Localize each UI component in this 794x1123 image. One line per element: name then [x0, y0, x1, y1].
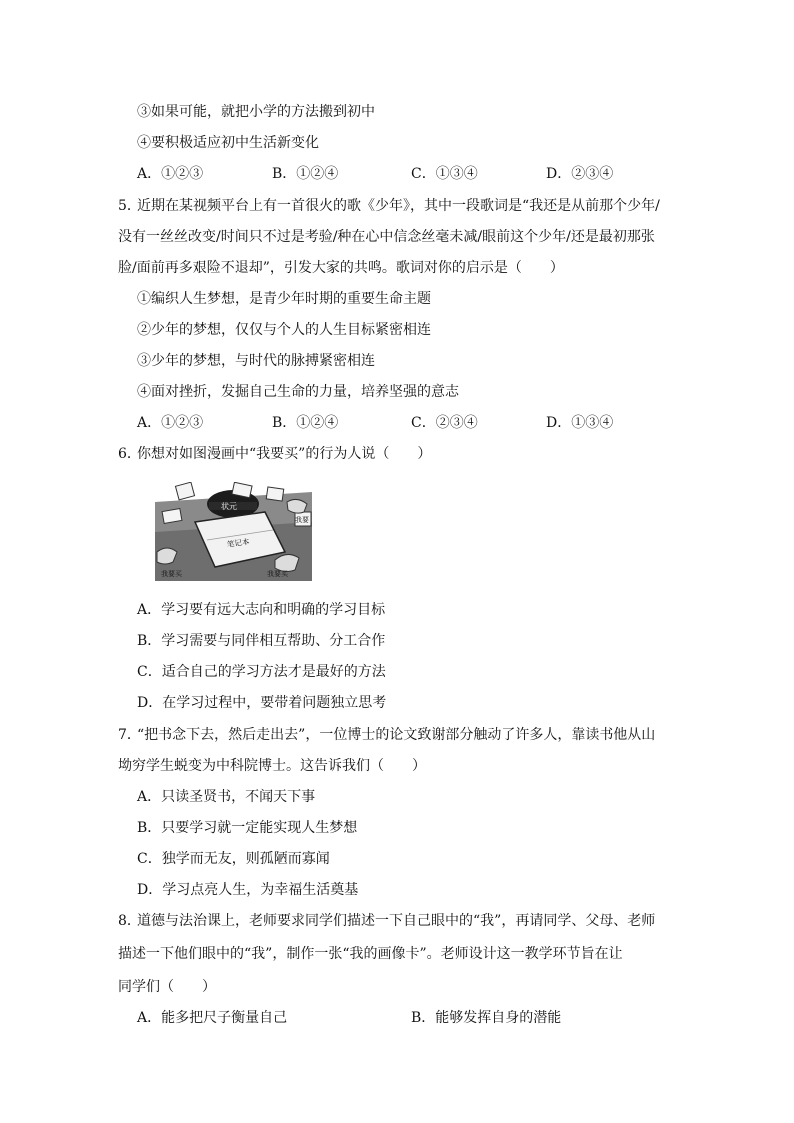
q8-option-a[interactable]: A．能多把尺子衡量自己 [137, 1010, 288, 1026]
q7-stem-line-2: 坳穷学生蜕变为中科院博士。这告诉我们（ ） [118, 758, 426, 774]
q6-option-a[interactable]: A．学习要有远大志向和明确的学习目标 [137, 602, 386, 618]
q7-option-c[interactable]: C．独学而无友，则孤陋而寡闻 [137, 851, 330, 867]
q5-stem-line-2: 没有一丝丝改变/时间只不过是考验/种在心中信念丝毫未减/眼前这个少年/还是最初那张 [118, 229, 655, 245]
q6-stem: 你想对如图漫画中“我要买”的行为人说（ ） [137, 446, 432, 462]
q5-option-b[interactable]: B．①②④ [272, 415, 339, 431]
q5-item-2: ②少年的梦想，仅仅与个人的人生目标紧密相连 [137, 322, 431, 338]
q8-stem-line-3: 同学们（ ） [118, 979, 216, 995]
q4-option-a[interactable]: A．①②③ [137, 166, 204, 182]
q4-item-4: ④要积极适应初中生活新变化 [137, 135, 319, 151]
q6-number: 6． [118, 446, 141, 462]
q7-stem-line-1: “把书念下去，然后走出去”，一位博士的论文致谢部分触动了许多人，靠读书他从山 [137, 727, 656, 743]
q7-option-a[interactable]: A．只读圣贤书，不闻天下事 [137, 789, 316, 805]
q5-stem-line-1: 近期在某视频平台上有一首很火的歌《少年》，其中一段歌词是“我还是从前那个少年/ [137, 198, 660, 214]
q8-number: 8． [118, 913, 141, 929]
q8-stem-line-1: 道德与法治课上，老师要求同学们描述一下自己眼中的“我”，再请同学、父母、老师 [137, 913, 656, 929]
q7-number: 7． [118, 727, 141, 743]
cartoon-label-woyao: 我要 [295, 516, 309, 524]
q6-option-d[interactable]: D．在学习过程中，要带着问题独立思考 [137, 695, 387, 711]
cartoon-label-notebook: 笔记本 [226, 537, 250, 550]
q5-option-a[interactable]: A．①②③ [137, 415, 204, 431]
q7-option-b[interactable]: B．只要学习就一定能实现人生梦想 [137, 820, 358, 836]
cartoon-image [155, 482, 312, 581]
q4-option-b[interactable]: B．①②④ [272, 166, 339, 182]
q6-option-c[interactable]: C．适合自己的学习方法才是最好的方法 [137, 664, 386, 680]
q5-option-c[interactable]: C．②③④ [411, 415, 478, 431]
q5-option-d[interactable]: D．①③④ [546, 415, 614, 431]
cartoon-label-zhuangyuan: 状元 [221, 502, 237, 511]
cartoon-label-woyaomai-left: 我要买 [161, 570, 182, 578]
q8-stem-line-2: 描述一下他们眼中的“我”，制作一张“我的画像卡”。老师设计这一教学环节旨在让 [118, 946, 623, 962]
q6-option-b[interactable]: B．学习需要与同伴相互帮助、分工合作 [137, 633, 386, 649]
q4-option-c[interactable]: C．①③④ [411, 166, 478, 182]
q5-item-3: ③少年的梦想，与时代的脉搏紧密相连 [137, 353, 375, 369]
q5-item-1: ①编织人生梦想，是青少年时期的重要生命主题 [137, 291, 431, 307]
q4-item-3: ③如果可能，就把小学的方法搬到初中 [137, 104, 375, 120]
q7-option-d[interactable]: D．学习点亮人生，为幸福生活奠基 [137, 882, 359, 898]
q4-option-d[interactable]: D．②③④ [546, 166, 614, 182]
q5-item-4: ④面对挫折，发掘自己生命的力量，培养坚强的意志 [137, 384, 459, 400]
cartoon-label-woyaomai-right: 我要买 [267, 570, 288, 578]
q8-option-b[interactable]: B．能够发挥自身的潜能 [411, 1010, 562, 1026]
q5-number: 5． [118, 198, 141, 214]
q5-stem-line-3: 脸/面前再多艰险不退却”，引发大家的共鸣。歌词对你的启示是（ ） [118, 260, 564, 276]
